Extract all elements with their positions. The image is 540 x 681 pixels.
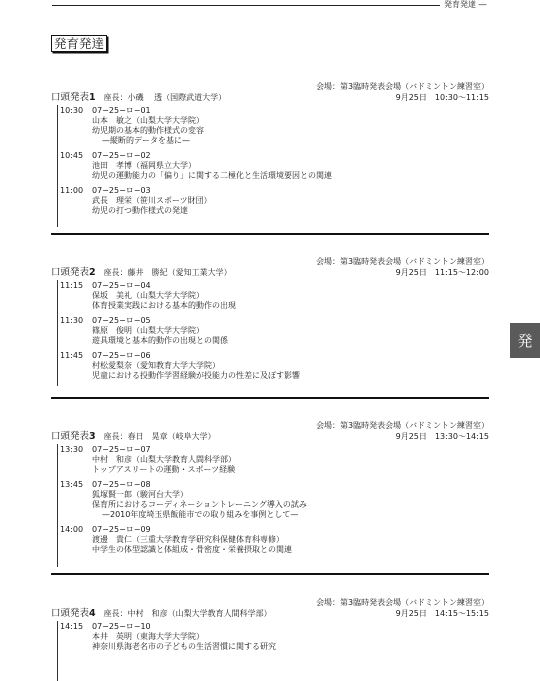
talk-item <box>60 622 485 652</box>
session-title <box>51 431 216 443</box>
talk-author: 渡邊 貴仁（三重大学教育学研究科保健体育科専修） <box>92 535 284 544</box>
session-block <box>51 257 489 380</box>
talk-title: 幼児期の基本的動作様式の変容 <box>92 126 204 135</box>
talk-item <box>60 186 485 216</box>
talk-bracket-line <box>57 105 58 227</box>
talk-item <box>60 525 485 555</box>
page-heading: 発育発達 <box>51 35 107 52</box>
talk-id: 07−25−ロ−06 <box>92 351 151 360</box>
talk-author: 篠原 俊明（山梨大学大学院） <box>92 326 204 335</box>
talk-time: 11:15 <box>60 281 84 290</box>
session-label: 口頭発表 <box>51 267 90 278</box>
talk-id: 07−25−ロ−09 <box>92 525 151 534</box>
talk-item <box>60 351 485 381</box>
talk-author: 山本 敏之（山梨大学大学院） <box>92 116 204 125</box>
session-venue: 会場：第3臨時発表会場（バドミントン練習室） <box>316 82 489 91</box>
talk-time: 14:00 <box>60 525 84 534</box>
talk-author: 本井 英明（東海大学大学院） <box>92 632 204 641</box>
talk-list <box>60 445 485 560</box>
talk-item <box>60 445 485 475</box>
side-index-tab: 発 <box>510 323 540 358</box>
talk-time: 11:00 <box>60 186 84 195</box>
session-venue: 会場：第3臨時発表会場（バドミントン練習室） <box>316 421 489 430</box>
session-block <box>51 598 489 678</box>
session-datetime: 9月25日 14:15〜15:15 <box>395 609 489 618</box>
talk-subtitle: —縦断的データを基に— <box>102 136 190 145</box>
session-chair: 座長：藤井 勝紀（愛知工業大学） <box>103 268 232 277</box>
talk-author: 中村 和彦（山梨大学教育人間科学部） <box>92 455 236 464</box>
talk-title: 幼児の打つ動作様式の発達 <box>92 206 188 215</box>
talk-bracket-line <box>57 621 58 681</box>
talk-item <box>60 106 485 146</box>
talk-id: 07−25−ロ−01 <box>92 106 151 115</box>
session-datetime: 9月25日 11:15〜12:00 <box>395 268 489 277</box>
session-number: 3 <box>89 431 96 442</box>
session-block <box>51 421 489 554</box>
talk-item <box>60 151 485 181</box>
talk-time: 13:30 <box>60 445 84 454</box>
session-venue: 会場：第3臨時発表会場（バドミントン練習室） <box>316 598 489 607</box>
session-block <box>51 82 489 215</box>
talk-id: 07−25−ロ−07 <box>92 445 151 454</box>
session-title <box>51 267 232 279</box>
talk-bracket-line <box>57 444 58 567</box>
talk-id: 07−25−ロ−04 <box>92 281 151 290</box>
session-divider <box>51 397 489 399</box>
talk-title: 体育授業実践における基本的動作の出現 <box>92 301 236 310</box>
session-divider <box>51 573 489 575</box>
talk-list <box>60 622 485 657</box>
session-chair: 座長：春日 晃章（岐阜大学） <box>103 432 216 441</box>
top-rule <box>52 5 440 6</box>
session-datetime: 9月25日 10:30〜11:15 <box>395 93 489 102</box>
talk-time: 10:30 <box>60 106 84 115</box>
talk-id: 07−25−ロ−02 <box>92 151 151 160</box>
talk-title: トップアスリートの運動・スポーツ経験 <box>92 465 236 474</box>
talk-bracket-line <box>57 280 58 386</box>
session-chair: 座長：小磯 透（国際武道大学） <box>103 93 227 102</box>
talk-id: 07−25−ロ−03 <box>92 186 151 195</box>
session-divider <box>51 233 489 235</box>
session-datetime: 9月25日 13:30〜14:15 <box>395 432 489 441</box>
session-title <box>51 92 226 104</box>
talk-item <box>60 281 485 311</box>
talk-author: 池田 孝博（福岡県立大学） <box>92 161 196 170</box>
session-number: 4 <box>89 608 96 619</box>
talk-list <box>60 281 485 386</box>
session-number: 2 <box>89 267 96 278</box>
talk-id: 07−25−ロ−05 <box>92 316 151 325</box>
talk-id: 07−25−ロ−08 <box>92 480 151 489</box>
talk-subtitle: —2010年度埼玉県飯能市での取り組みを事例として— <box>102 510 299 519</box>
session-venue: 会場：第3臨時発表会場（バドミントン練習室） <box>316 257 489 266</box>
talk-title: 児童における投動作学習経験が投能力の性差に及ぼす影響 <box>92 371 300 380</box>
talk-time: 10:45 <box>60 151 84 160</box>
talk-title: 幼児の運動能力の「偏り」に関する二極化と生活環境要因との関連 <box>92 171 332 180</box>
talk-author: 武長 理栄（笹川スポーツ財団） <box>92 196 212 205</box>
session-number: 1 <box>89 92 96 103</box>
talk-list <box>60 106 485 221</box>
talk-item <box>60 480 485 520</box>
session-label: 口頭発表 <box>51 608 90 619</box>
talk-title: 保育所におけるコーディネーショントレーニング導入の試み <box>92 500 307 509</box>
talk-time: 11:30 <box>60 316 84 325</box>
talk-item <box>60 316 485 346</box>
talk-author: 狐塚賢一郎（駿河台大学） <box>92 490 188 499</box>
running-head: 発育発達 ― <box>444 0 487 9</box>
talk-time: 13:45 <box>60 480 84 489</box>
talk-time: 11:45 <box>60 351 84 360</box>
talk-title: 遊具環境と基本的動作の出現との関係 <box>92 336 228 345</box>
session-title <box>51 608 272 620</box>
talk-title: 中学生の体型認識と体組成・骨密度・栄養摂取との関連 <box>92 545 292 554</box>
talk-author: 保坂 美礼（山梨大学大学院） <box>92 291 204 300</box>
session-chair: 座長：中村 和彦（山梨大学教育人間科学部） <box>103 609 272 618</box>
talk-title: 神奈川県海老名市の子どもの生活習慣に関する研究 <box>92 642 276 651</box>
talk-id: 07−25−ロ−10 <box>92 622 151 631</box>
session-label: 口頭発表 <box>51 92 90 103</box>
talk-author: 村松愛梨奈（愛知教育大学大学院） <box>92 361 220 370</box>
talk-time: 14:15 <box>60 622 84 631</box>
session-label: 口頭発表 <box>51 431 90 442</box>
